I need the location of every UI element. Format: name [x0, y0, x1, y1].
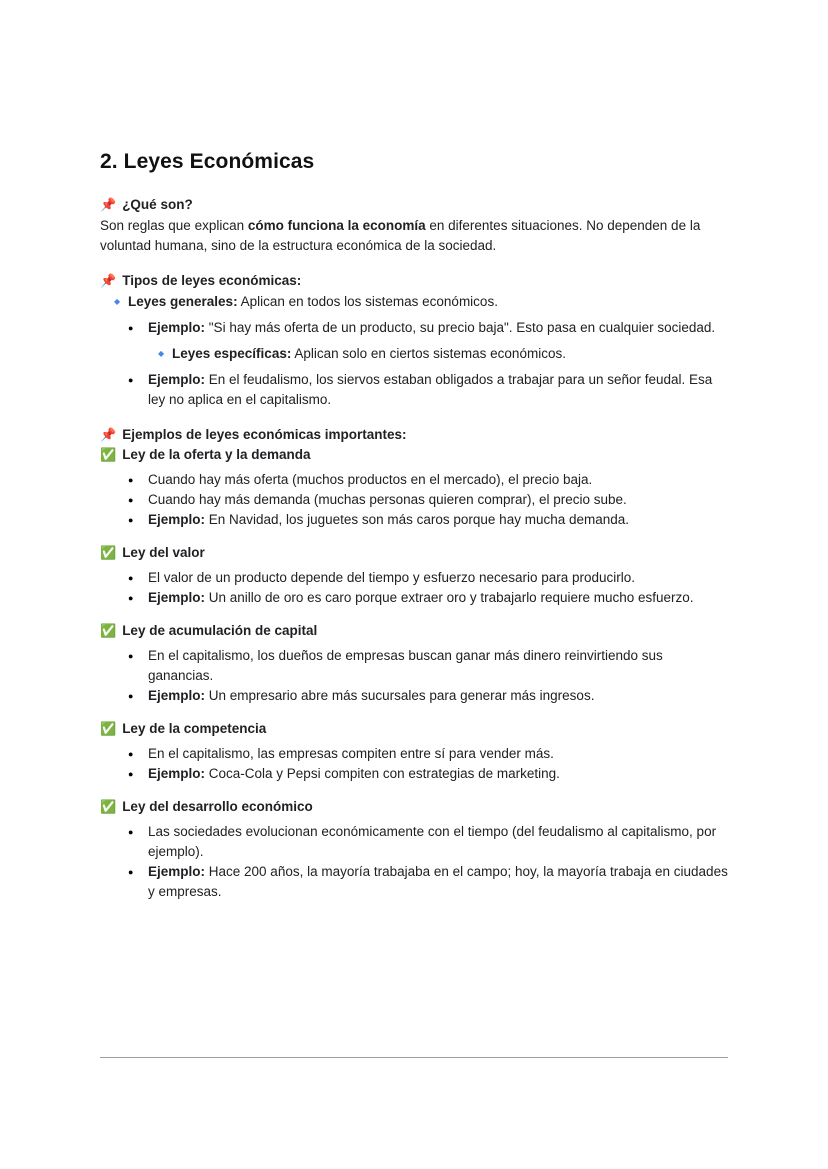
item-bold: Ejemplo:: [148, 320, 206, 335]
item-bold: Ejemplo:: [148, 864, 206, 879]
list-item: [100, 822, 728, 862]
list-tipos-ejemplos-2: [100, 370, 728, 410]
paragraph-que-son: [100, 216, 728, 256]
list-item: [100, 646, 728, 686]
item-text: En Navidad, los juguetes son más caros porque hay mucha demanda.: [205, 512, 630, 527]
item-bold: Ejemplo:: [148, 512, 206, 527]
list-item: [100, 588, 728, 608]
list-item: [100, 764, 728, 784]
item-text: En el feudalismo, los siervos estaban obligados a trabajar para un señor feudal. Esa ley no aplica en el capitalismo.: [148, 372, 713, 407]
list-item-leyes-especificas: [100, 344, 728, 364]
item-bold: Ejemplo:: [148, 372, 206, 387]
item-text: El valor de un producto depende del tiempo y esfuerzo necesario para producirlo.: [148, 570, 636, 585]
law-items-competencia: [100, 744, 728, 784]
horizontal-rule: [100, 1057, 728, 1058]
list-item: [100, 510, 728, 530]
item-bold: Ejemplo:: [148, 688, 206, 703]
section-heading-que-son: [100, 196, 728, 214]
para-bold-1: cómo funciona la economía: [247, 218, 426, 233]
item-text: Coca-Cola y Pepsi compiten con estrategias de marketing.: [205, 766, 560, 781]
law-heading-acumulacion-capital: [100, 622, 728, 640]
list-item: [100, 862, 728, 902]
list-item: [100, 490, 728, 510]
pushpin-icon: 📌: [100, 427, 117, 442]
section-heading-ejemplos: [100, 426, 728, 444]
list-tipos-ejemplos: [100, 318, 728, 338]
list-item: [100, 568, 728, 588]
list-item: [100, 318, 728, 338]
item-text: Hace 200 años, la mayoría trabajaba en el campo; hoy, la mayoría trabaja en ciudades y empresas.: [148, 864, 728, 899]
item-text: En el capitalismo, los dueños de empresas buscan ganar más dinero reinvirtiendo sus ganancias.: [148, 648, 663, 683]
item-text: Cuando hay más oferta (muchos productos en el mercado), el precio baja.: [148, 472, 593, 487]
check-mark-icon: ✅: [100, 623, 117, 638]
item-text: Aplican en todos los sistemas económicos.: [237, 294, 498, 309]
law-heading-oferta-demanda: [100, 446, 728, 464]
item-bold: Leyes generales:: [128, 294, 238, 309]
law-heading-label: Ley del desarrollo económico: [122, 799, 313, 814]
law-items-valor: [100, 568, 728, 608]
item-text: En el capitalismo, las empresas compiten entre sí para vender más.: [148, 746, 554, 761]
law-heading-label: Ley de acumulación de capital: [122, 623, 318, 638]
item-bold: Leyes específicas:: [172, 346, 292, 361]
list-item: [100, 470, 728, 490]
item-text: Cuando hay más demanda (muchas personas quieren comprar), el precio sube.: [148, 492, 627, 507]
law-items-desarrollo-economico: [100, 822, 728, 902]
check-mark-icon: ✅: [100, 447, 117, 462]
pushpin-icon: 📌: [100, 273, 117, 288]
para-text-1: Son reglas que explican: [100, 218, 248, 233]
section-heading-label: ¿Qué son?: [122, 197, 193, 212]
list-item: [100, 370, 728, 410]
item-bold: Ejemplo:: [148, 590, 206, 605]
law-heading-competencia: [100, 720, 728, 738]
law-heading-valor: [100, 544, 728, 562]
section-heading-label: Tipos de leyes económicas:: [122, 273, 302, 288]
list-item: [100, 744, 728, 764]
pushpin-icon: 📌: [100, 197, 117, 212]
page-title: 2. Leyes Económicas: [100, 150, 315, 173]
spacer: [100, 416, 728, 426]
para-text-2: en diferentes situaciones. No dependen de la voluntad humana, sino de la estructura económica de la sociedad.: [100, 218, 701, 253]
check-mark-icon: ✅: [100, 545, 117, 560]
item-text: Aplican solo en ciertos sistemas económicos.: [291, 346, 566, 361]
item-text: Las sociedades evolucionan económicamente con el tiempo (del feudalismo al capitalismo, por ejemplo).: [148, 824, 717, 859]
check-mark-icon: ✅: [100, 721, 117, 736]
section-heading-tipos: [100, 272, 728, 290]
law-heading-label: Ley de la competencia: [122, 721, 267, 736]
law-heading-label: Ley del valor: [122, 545, 205, 560]
item-text: Un empresario abre más sucursales para generar más ingresos.: [205, 688, 595, 703]
list-item-leyes-generales: [100, 292, 728, 312]
law-heading-label: Ley de la oferta y la demanda: [122, 447, 311, 462]
item-text: Un anillo de oro es caro porque extraer oro y trabajarlo requiere mucho esfuerzo.: [205, 590, 694, 605]
law-heading-desarrollo-economico: [100, 798, 728, 816]
law-items-oferta-demanda: [100, 470, 728, 530]
item-bold: Ejemplo:: [148, 766, 206, 781]
section-heading-label: Ejemplos de leyes económicas importantes:: [122, 427, 407, 442]
list-item: [100, 686, 728, 706]
item-text: "Si hay más oferta de un producto, su precio baja". Esto pasa en cualquier sociedad.: [205, 320, 716, 335]
law-items-acumulacion-capital: [100, 646, 728, 706]
check-mark-icon: ✅: [100, 799, 117, 814]
